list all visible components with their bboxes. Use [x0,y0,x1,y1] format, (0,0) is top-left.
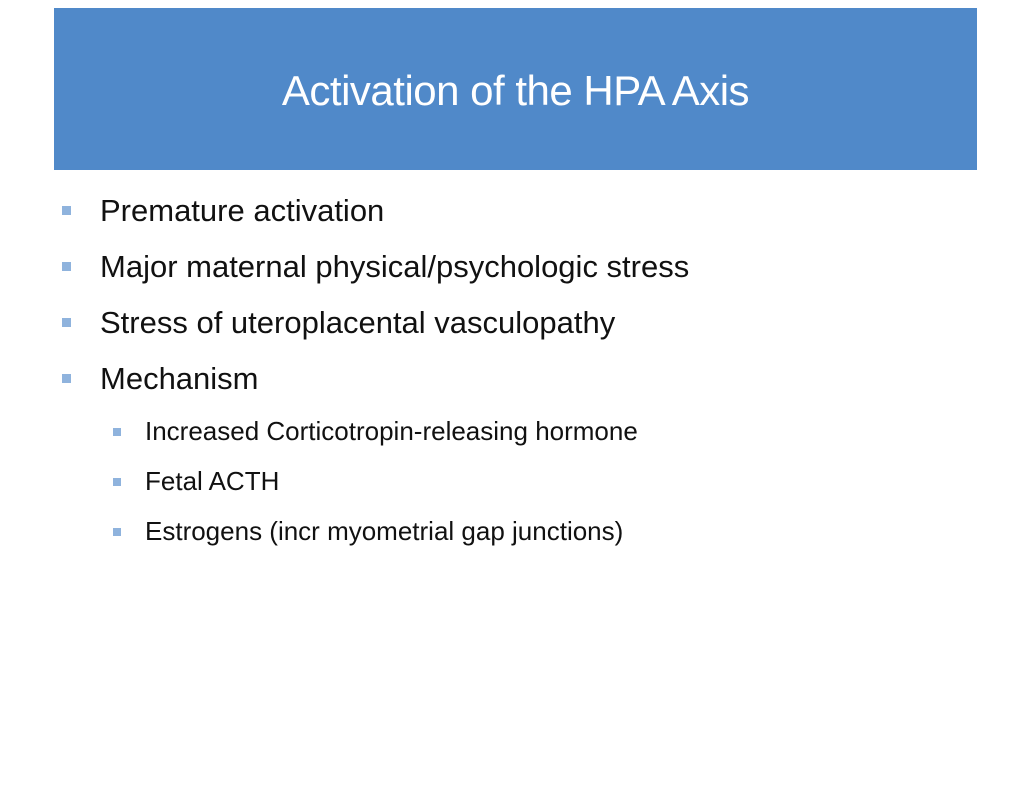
bullet-text: Premature activation [100,193,385,228]
square-bullet-icon [113,428,121,436]
sub-bullet-item [62,416,962,466]
square-bullet-icon [62,206,71,215]
sub-bullet-text: Fetal ACTH [145,466,280,496]
square-bullet-icon [62,318,71,327]
bullet-list [62,192,962,566]
slide-title: Activation of the HPA Axis [281,67,750,114]
bullet-text: Stress of uteroplacental vasculopathy [100,305,616,340]
title-bar [54,8,977,170]
bullet-item [62,192,962,248]
square-bullet-icon [62,374,71,383]
square-bullet-icon [113,478,121,486]
bullet-item [62,248,962,304]
sub-bullet-text: Estrogens (incr myometrial gap junctions) [145,516,624,546]
sub-bullet-text: Increased Corticotropin-releasing hormone [145,416,638,446]
bullet-item [62,304,962,360]
bullet-text: Major maternal physical/psychologic stress [100,249,690,284]
square-bullet-icon [62,262,71,271]
bullet-text: Mechanism [100,361,259,396]
sub-bullet-item [62,516,962,566]
bullet-item [62,360,962,416]
sub-bullet-item [62,466,962,516]
square-bullet-icon [113,528,121,536]
